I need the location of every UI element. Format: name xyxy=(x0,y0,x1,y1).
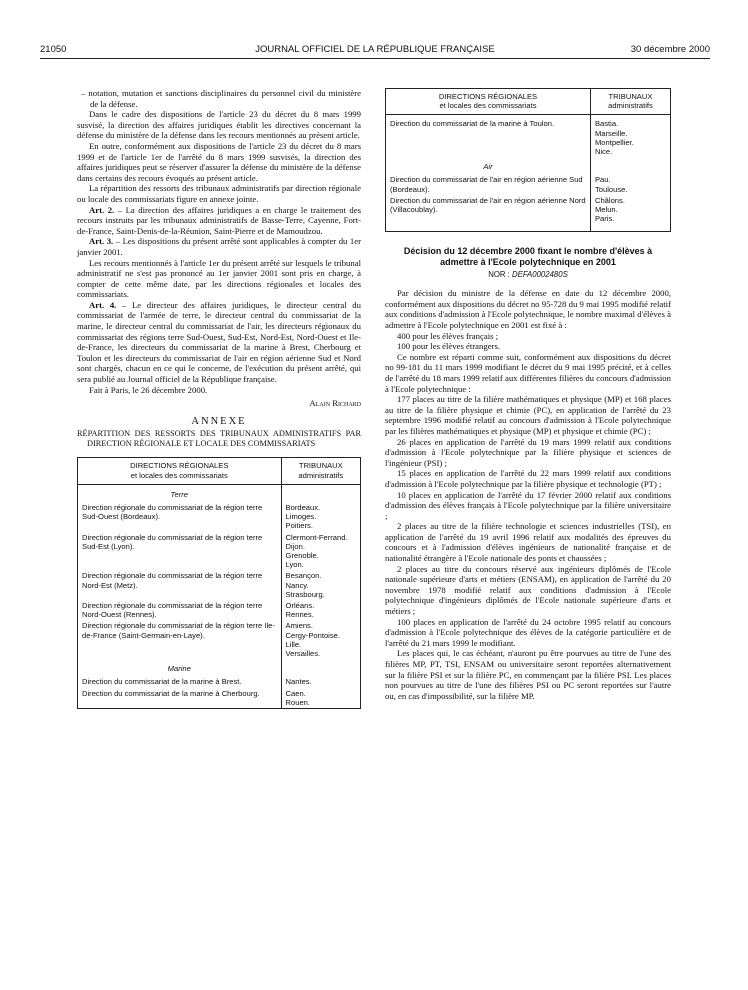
page-number: 21050 xyxy=(40,44,67,55)
paragraph: Les places qui, le cas échéant, n'auront pu être pourvues au titre de l'une des filières MP, PT, TSI, ENSAM ou universitaire seront reportées alternativement sur la filière PSI et sur la filière PC, en commençant par la filière PSI. Les places non pourvues au titre de l'une des filières PSI ou PC seront reportées sur l'autre ou, en cas d'impossibilité, sur la filière MP. xyxy=(385,648,671,701)
table-header-row xyxy=(386,89,670,115)
paragraph: En outre, conformément aux dispositions de l'article 23 du décret du 8 mars 1999 et de l'article 1er de l'arrêté du 8 mars 1999 susvisés, la direction des affaires juridiques peut se réserver d'assurer la défense du ministère de la défense dans certains des recours évoqués au présent article. xyxy=(77,140,361,183)
article-3: Art. 3. – Les dispositions du présent arrêté sont applicables à compter du 1er janvier 2001. xyxy=(77,236,361,257)
right-column xyxy=(385,88,671,701)
journal-title: JOURNAL OFFICIEL DE LA RÉPUBLIQUE FRANÇAISE xyxy=(255,44,495,55)
paragraph: 2 places au titre de la filière technologie et sciences industrielles (TSI), en application de l'arrêté du 19 avril 1996 relatif aux modalités des épreuves du concours et à l'admission d'élèves ingénieurs de nationalité française et de nationalité étrangère à l'Ecole nationale des ponts et chaussées ; xyxy=(385,521,671,564)
table-row: Direction régionale du commissariat de la région terre Nord-Est (Metz). Besançon. Nancy. Strasbourg. xyxy=(78,570,360,600)
column-header: DIRECTIONS RÉGIONALES et locales des commissariats xyxy=(78,458,281,484)
table-header-row xyxy=(78,458,360,484)
category-label: Marine xyxy=(78,659,281,676)
header-rule xyxy=(40,58,710,59)
table-row: Direction régionale du commissariat de la région terre Sud-Ouest (Bordeaux). Bordeaux. Limoges. Poitiers. xyxy=(78,502,360,532)
table-row: Direction du commissariat de la marine à Toulon. Bastia. Marseille. Montpellier. Nice. xyxy=(386,115,670,157)
table-category-row xyxy=(78,659,360,676)
dash-item: – notation, mutation et sanctions disciplinaires du personnel civil du ministère de la défense. xyxy=(81,88,361,109)
annexe-title: ANNEXE xyxy=(191,415,247,427)
table-row: Direction du commissariat de l'air en région aérienne Nord (Villacoublay). Châlons. Melun. Paris. xyxy=(386,195,670,232)
paragraph: Dans le cadre des dispositions de l'article 23 du décret du 8 mars 1999 susvisé, la direction des affaires juridiques établit les directives concernant la défense du ministère de la défense dans les recours mentionnés au présent article. xyxy=(77,109,361,141)
table-category-row xyxy=(78,484,360,502)
table-row: Direction régionale du commissariat de la région terre Nord-Ouest (Rennes). Orléans. Rennes. xyxy=(78,600,360,620)
paragraph: 15 places en application de l'arrêté du 22 mars 1999 relatif aux conditions d'admission à l'Ecole polytechnique par la filière physique et technologie (PT) ; xyxy=(385,468,671,489)
table-category-row xyxy=(386,157,670,174)
article-2: Art. 2. – La direction des affaires juridiques a en charge le traitement des recours instruits par les tribunaux administratifs de Basse-Terre, Cayenne, Fort-de-France, Saint-Denis-de-la-Réunion, Saint-Pierre et de Mamoudzou. xyxy=(77,204,361,236)
left-column xyxy=(77,88,361,709)
annex-table-box xyxy=(77,457,361,709)
article-label: Art. 2. xyxy=(89,204,115,215)
column-header: DIRECTIONS RÉGIONALES et locales des commissariats xyxy=(386,89,590,115)
paragraph: La répartition des ressorts des tribunaux administratifs par direction régionale ou locale des commissariats figure en annexe jointe. xyxy=(77,183,361,204)
table-row: Direction régionale du commissariat de la région terre Sud-Est (Lyon). Clermont-Ferrand. Dijon. Grenoble. Lyon. xyxy=(78,532,360,571)
paragraph: 26 places en application de l'arrêté du 19 mars 1999 relatif aux conditions d'admission à l'Ecole polytechnique par la filière physique et sciences de l'ingénieur (PSI) ; xyxy=(385,436,671,468)
table-row: Direction du commissariat de l'air en région aérienne Sud (Bordeaux). Pau. Toulouse. xyxy=(386,174,670,194)
list-item: 400 pour les élèves français ; xyxy=(397,330,499,341)
decision-title: Décision du 12 décembre 2000 fixant le nombre d'élèves à admettre à l'Ecole polytechnique en 2001 xyxy=(403,246,653,268)
annex-table xyxy=(78,458,360,708)
table-row: Direction du commissariat de la marine à Brest. Nantes. xyxy=(78,676,360,687)
paragraph: 100 places en application de l'arrêté du 24 octobre 1995 relatif au concours d'admission à l'Ecole polytechnique des élèves de la catégorie particulière et de l'arrêté du 21 mars 1999 le modifiant. xyxy=(385,616,671,648)
issue-date: 30 décembre 2000 xyxy=(630,44,710,55)
category-label: Terre xyxy=(78,484,281,502)
category-label: Air xyxy=(386,157,590,174)
annexe-subtitle: RÉPARTITION DES RESSORTS DES TRIBUNAUX ADMINISTRATIFS PAR DIRECTION RÉGIONALE ET LOCALE DES COMMISSARIATS xyxy=(77,429,361,449)
done-at: Fait à Paris, le 26 décembre 2000. xyxy=(89,384,208,395)
nor-reference: NOR : DEFA0002480S xyxy=(488,269,568,279)
article-4: Art. 4. – Le directeur des affaires juridiques, le directeur central du commissariat de l'armée de terre, le directeur central du commissariat de la marine, le directeur central du commissariat de l'air, les directeurs régionaux du commissariat des régions terre Sud-Ouest, Sud-Est, Nord-Est, Nord-Ouest et Ile-de-France, les directeurs du commissariat de la marine à Brest, Cherbourg et Toulon et les directeurs du commissariat de l'air en région aérienne Sud et Nord sont chargés, chacun en ce qui le concerne, de l'exécution du présent arrêté, qui sera publié au Journal officiel de la République française. xyxy=(77,299,361,385)
article-label: Art. 4. xyxy=(89,299,117,310)
annex-table-continued xyxy=(386,89,670,231)
paragraph: 177 places au titre de la filière mathématiques et physique (MP) et 168 places au titre de la filière physique et chimie (PC), en application de l'arrêté du 23 septembre 1996 modifié relatif au concours d'admission à l'Ecole polytechnique par les filières mathématiques et physique (MP) et physique et chimie (PC) ; xyxy=(385,394,671,436)
table-row: Direction du commissariat de la marine à Cherbourg. Caen. Rouen. xyxy=(78,688,360,708)
list-item: 100 pour les élèves étrangers. xyxy=(397,341,501,352)
column-header: TRIBUNAUX administratifs xyxy=(590,89,670,115)
paragraph: 10 places en application de l'arrêté du 17 février 2000 relatif aux conditions d'admission des élèves français à l'Ecole polytechnique par la filière universitaire ; xyxy=(385,489,671,521)
column-header: TRIBUNAUX administratifs xyxy=(281,458,360,484)
paragraph: 2 places au titre du concours réservé aux ingénieurs diplômés de l'Ecole nationale supérieure d'arts et métiers (ENSAM), en application de l'arrêté du 20 novembre 1978 modifié relatif aux conditions d'admission à l'Ecole polytechnique d'ingénieurs diplômés de l'Ecole nationale supérieure d'arts et métiers ; xyxy=(385,563,671,617)
table-row: Direction régionale du commissariat de la région terre Ile-de-France (Saint-Germain-en-Laye). Amiens. Cergy-Pontoise. Lille. Versailles. xyxy=(78,620,360,659)
article-label: Art. 3. xyxy=(89,236,114,247)
paragraph: Ce nombre est réparti comme suit, conformément aux dispositions du décret no 99-181 du 11 mars 1999 modifiant le décret du 9 mai 1995 précité, et à celles de l'arrêté du 18 mars 1999 relatif aux différentes filières du concours d'admission à l'Ecole polytechnique : xyxy=(385,351,671,394)
paragraph: Par décision du ministre de la défense en date du 12 décembre 2000, conformément aux dispositions du décret no 95-728 du 9 mai 1995 modifié relatif aux conditions d'admission à l'Ecole polytechnique, le nombre maximal d'élèves à admettre à l'Ecole polytechnique en 2001 est fixé à : xyxy=(385,288,671,330)
signature: Alain Richard xyxy=(309,398,361,409)
annex-table-continued-box xyxy=(385,88,671,232)
paragraph: Les recours mentionnés à l'article 1er du présent arrêté sur lesquels le tribunal administratif ne s'est pas prononcé au 1er janvier 2001 sont pris en charge, à compter de cette même date, par les directions régionales et locales des commissariats. xyxy=(77,257,361,300)
page-header xyxy=(40,44,710,62)
